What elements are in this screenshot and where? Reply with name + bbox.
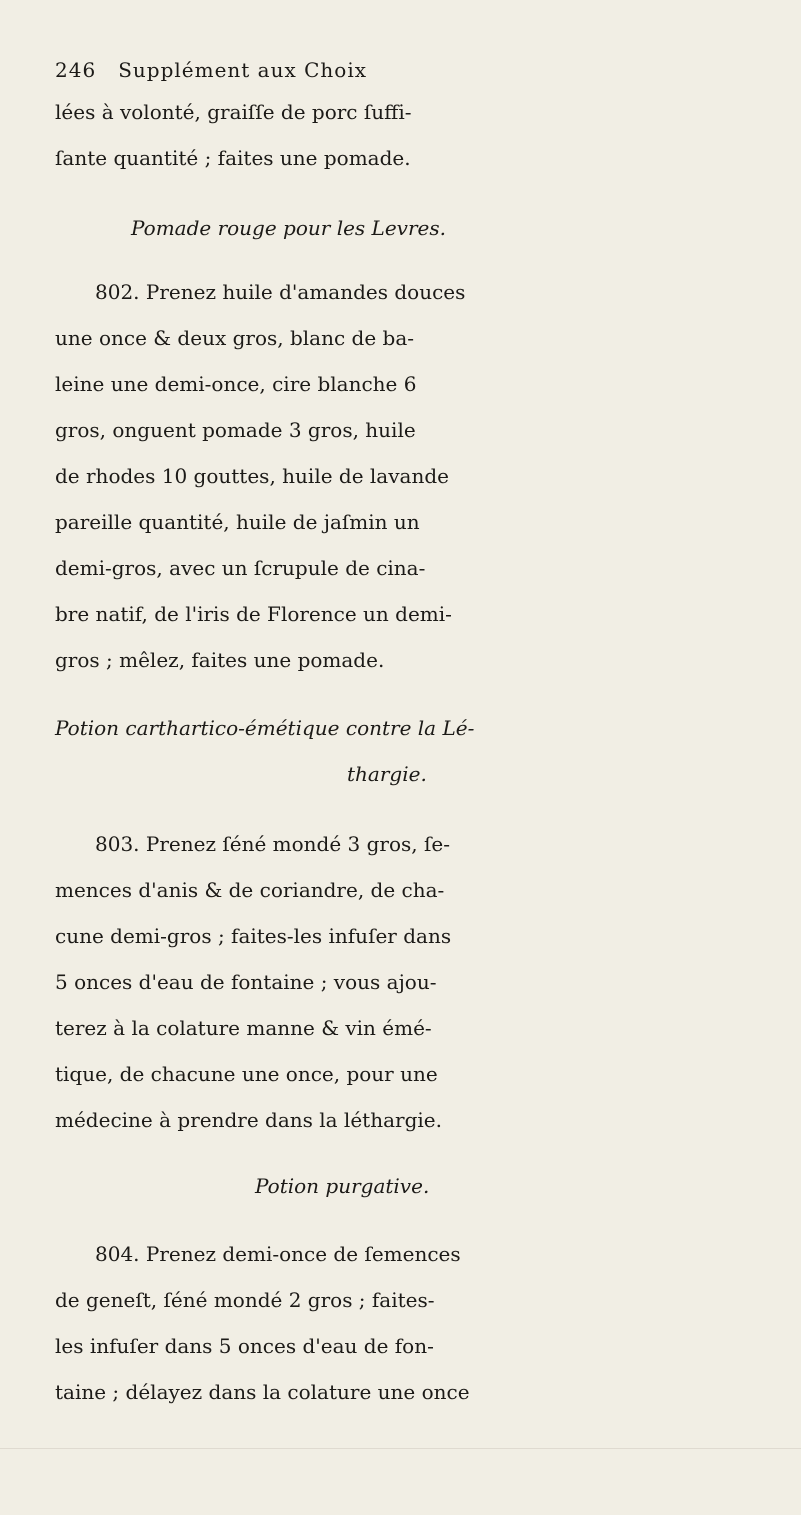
recipe-first-line: 802. Prenez huile d'amandes douces	[95, 280, 466, 304]
recipe-first-line: 804. Prenez demi-once de ſemences	[95, 1242, 461, 1266]
text-line: tique, de chacune une once, pour une	[55, 1062, 438, 1086]
text-line: terez à la colature manne & vin émé-	[55, 1016, 432, 1040]
running-title: Supplément aux Choix	[118, 58, 368, 82]
text-line: mences d'anis & de coriandre, de cha-	[55, 878, 445, 902]
text-line: bre natif, de l'iris de Florence un demi-	[55, 602, 452, 626]
text-line: gros, onguent pomade 3 gros, huile	[55, 418, 416, 442]
text-line: taine ; délayez dans la colature une once	[55, 1380, 470, 1404]
text-line: de rhodes 10 gouttes, huile de lavande	[55, 464, 449, 488]
text-line: 5 onces d'eau de fontaine ; vous ajou-	[55, 970, 437, 994]
text-line: de geneſt, ſéné mondé 2 gros ; faites-	[55, 1288, 435, 1312]
text-line: demi-gros, avec un ſcrupule de cina-	[55, 556, 426, 580]
text-line: pareille quantité, huile de jaſmin un	[55, 510, 420, 534]
text-line: les infuſer dans 5 onces d'eau de fon-	[55, 1334, 434, 1358]
text-line: gros ; mêlez, faites une pomade.	[55, 648, 385, 672]
text-line: médecine à prendre dans la léthargie.	[55, 1108, 442, 1132]
section-title: Potion purgative.	[255, 1174, 430, 1198]
section-title-continuation: thargie.	[347, 762, 427, 786]
paper-fold-line	[0, 1448, 801, 1449]
section-title: Potion carthartico-émétique contre la Lé-	[55, 716, 475, 740]
text-line: une once & deux gros, blanc de ba-	[55, 326, 415, 350]
section-title: Pomade rouge pour les Levres.	[131, 216, 446, 240]
text-line: cune demi-gros ; faites-les infuſer dans	[55, 924, 452, 948]
text-line: lées à volonté, graiſſe de porc ſuffi-	[55, 100, 412, 124]
text-line: ſante quantité ; faites une pomade.	[55, 146, 411, 170]
recipe-first-line: 803. Prenez ſéné mondé 3 gros, ſe-	[95, 832, 451, 856]
page-number: 246	[55, 58, 97, 82]
text-line: leine une demi-once, cire blanche 6	[55, 372, 417, 396]
running-header	[55, 48, 801, 92]
